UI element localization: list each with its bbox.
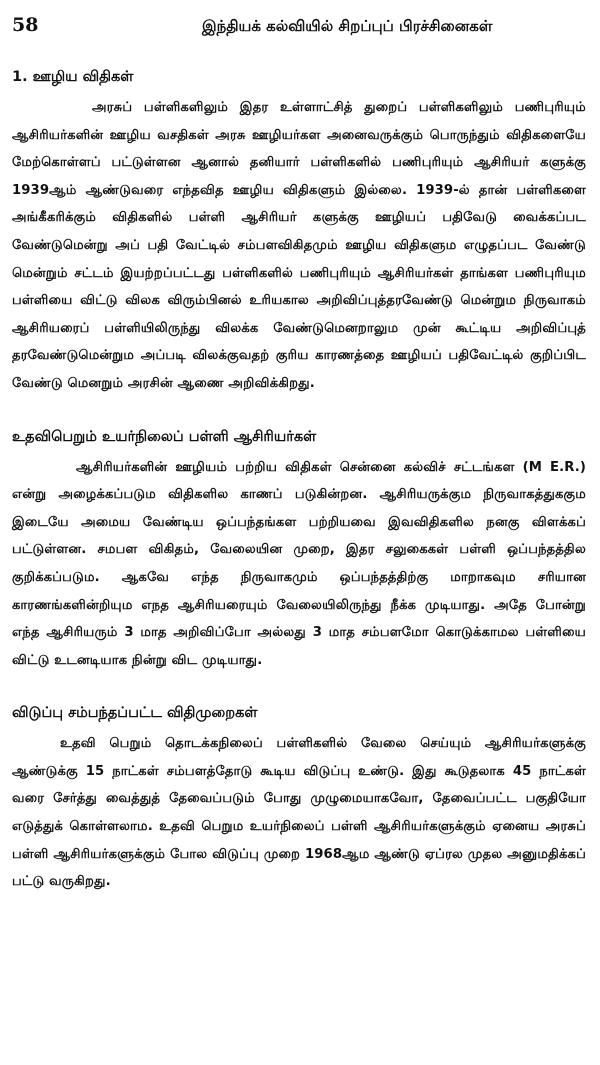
section-leave-rules — [12, 702, 586, 896]
running-header — [12, 14, 586, 44]
running-title: இந்தியக் கல்வியில் சிறப்புப் பிரச்சினைகள் — [202, 17, 493, 35]
section-heading-service-rules: 1. ஊழிய விதிகள் — [12, 69, 134, 85]
section-heading-leave-rules: விடுப்பு சம்பந்தப்பட்ட விதிமுறைகள் — [12, 705, 258, 722]
paragraph-leave-rules: உதவி பெறும் தொடக்கநிலைப் பள்ளிகளில் வேலை செய்யும் ஆசிரியர்களுக்கு ஆண்டுக்கு 15 நாட்கள் சம்பளத்தோடு கூடிய விடுப்பு உண்டு. இது கூடுதலாக 45 நாட்கள் வரை சேர்த்து வைத்துத் தேவைப்படும் போது முழுமையாகவோ, தேவைப்பட்ட பகுதியோ எடுத்துக் கொள்ளலாம. உதவி பெறும உயர்நிலைப் பள்ளி ஆசிரியர்களுக்கும் ஏனைய அரசுப் பள்ளி ஆசிரியர்களுக்கும் போல விடுப்பு முறை 1968ஆம ஆண்டு ஏப்ரல முதல அனுமதிக்கப் பட்டு வருகிறது. — [12, 736, 586, 890]
section-aided-high-school-teachers — [12, 426, 586, 675]
paragraph-service-rules: அரசுப் பள்ளிகளிலும் இதர உள்ளாட்சித் துறைப் பள்ளிகளிலும் பணிபுரியும் ஆசிரியர்களின் ஊழிய வசதிகள் அரசு ஊழியர்கள அனைவருக்கும் பொருந்தும் விதிகளையே மேற்கொள்ளப் பட்டுள்ளன ஆனால் தனியார் பள்ளிகளில் பணிபுரியும் ஆசிரியர் களுக்கு 1939ஆம் ஆண்டுவரை எந்தவித ஊழிய விதிகளும் இல்லை. 1939-ல் தான் பள்ளிகளை அங்கீகரிக்கும் விதிகளில் பள்ளி ஆசிரியர் களுக்கு ஊழியப் பதிவேடு வைக்கப்பட வேண்டுமென்று அப் பதி வேட்டில் சம்பளவிகிதமும் ஊழிய விதிகளும எழுதப்பட வேண்டு மென்றும் சட்டம் இயற்றப்பட்டது பள்ளிகளில் பணிபுரியும் ஆசிரியர்கள் தாங்கள பணிபுரியும பள்ளியை விட்டு விலக விரும்பினல் உரியகால அறிவிப்புத்தரவேண்டு மென்றும நிருவாகம் ஆசிரியரைப் பள்ளியிலிருந்து விலக்க வேண்டுமெனறாலும முன் கூட்டிய அறிவிப்புத் தரவேண்டுமென்றும அப்படி விலக்குவதற் குரிய காரணத்தை ஊழியப் பதிவேட்டில் குறிப்பிட வேண்டு மெனறும் அரசின் ஆணை அறிவிக்கிறது. — [12, 100, 586, 391]
section-heading-aided-high-school-teachers: உதவிபெறும் உயர்நிலைப் பள்ளி ஆசிரியர்கள் — [12, 428, 317, 445]
section-service-rules — [12, 66, 586, 398]
page-number: 58 — [12, 14, 39, 36]
paragraph-aided-high-school-teachers: ஆசிரியர்களின் ஊழியம் பற்றிய விதிகள் சென்னை கல்விச் சட்டங்கள (M E.R.) என்று அழைக்கப்படும விதிகளில காணப் படுகின்றன. ஆசிரியருக்கும நிருவாகத்துககும இடையே அமைய வேண்டிய ஒப்பந்தங்கள பற்றியவை இவவிதிகளில நனகு விளக்கப் பட்டுள்ளன. சமபள விகிதம், வேலையின முறை, இதர சலுகைகள் பள்ளி ஒப்பந்தத்தில குறிக்கப்படும. ஆகவே எந்த நிருவாகமும் ஒப்பந்தத்திற்கு மாறாகவும சரியான காரணங்களின்றியும எநத ஆசிரியரையும் வேலையிலிருந்து நீக்க முடியாது. அதே போன்று எந்த ஆசிரியரும் 3 மாத அறிவிப்போ அல்லது 3 மாத சம்பளமோ கொடுக்காமல பள்ளியை விட்டு உடனடியாக நின்று விட முடியாது. — [12, 459, 586, 668]
